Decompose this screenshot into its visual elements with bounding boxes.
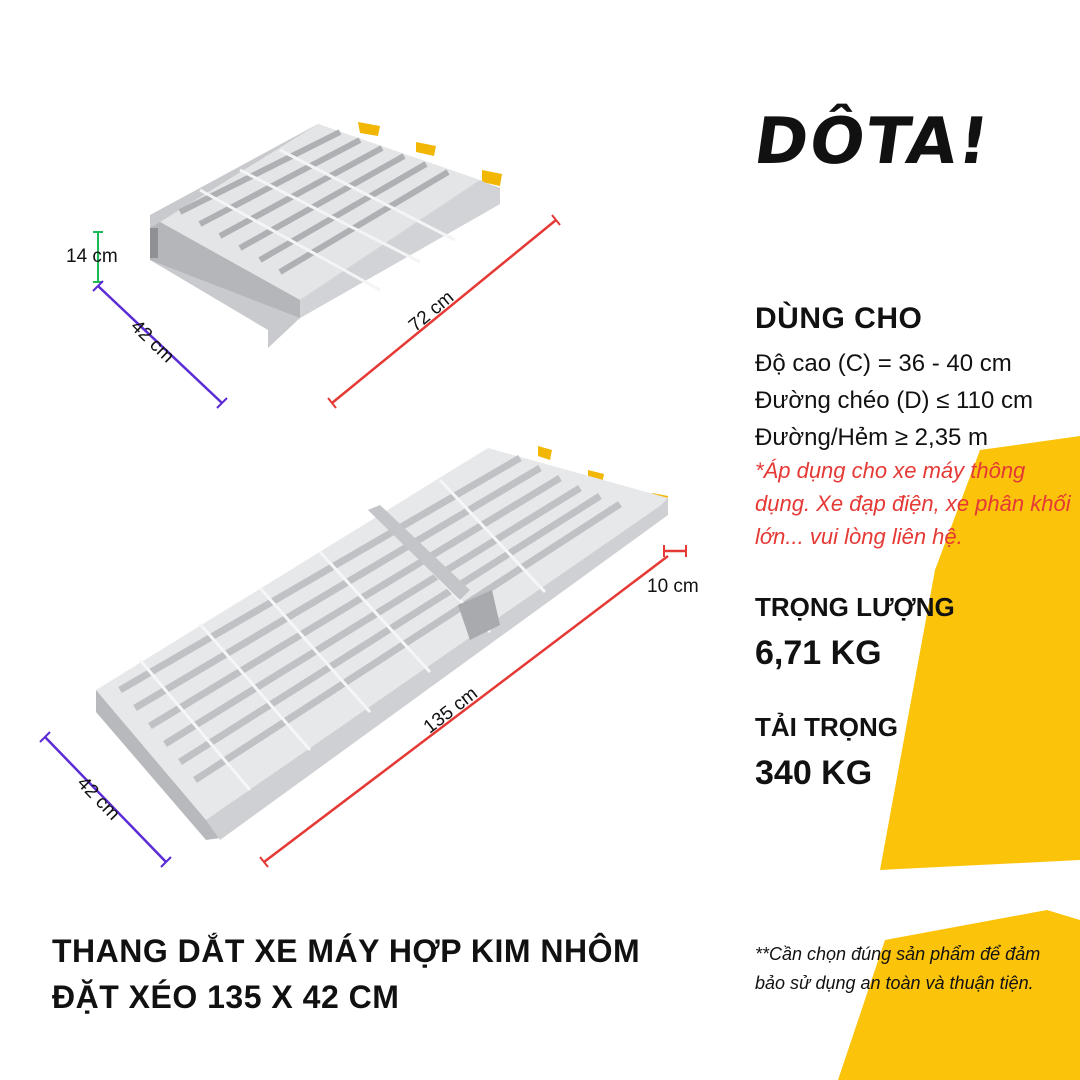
usage-line: Đường chéo (D) ≤ 110 cm — [755, 387, 1033, 414]
brand-logo: DÔTA! — [749, 105, 996, 179]
weight-heading: TRỌNG LƯỢNG — [755, 592, 955, 622]
safety-footnote: **Cần chọn đúng sản phẩm để đảm bảo sử dụng an toàn và thuận tiện. — [755, 944, 1041, 993]
usage-line: Đường/Hẻm ≥ 2,35 m — [755, 424, 989, 451]
usage-note: *Áp dụng cho xe máy thông dụng. Xe đạp điện, xe phân khối lớn... vui lòng liên hệ. — [755, 458, 1071, 549]
folded-width-label: 42 cm — [126, 316, 179, 368]
unfolded-width-label: 42 cm — [72, 772, 124, 825]
height-dimension-label: 14 cm — [66, 246, 118, 267]
load-heading: TẢI TRỌNG — [755, 712, 898, 742]
load-value: 340 KG — [755, 754, 873, 792]
product-title-line2: ĐẶT XÉO 135 X 42 CM — [52, 979, 400, 1015]
usage-heading: DÙNG CHO — [755, 302, 923, 335]
folded-ramp-image — [150, 122, 502, 348]
thickness-dimension-label: 10 cm — [647, 576, 699, 597]
folded-length-label: 72 cm — [404, 286, 459, 337]
unfolded-ramp-image — [96, 446, 668, 840]
product-title-line1: THANG DẮT XE MÁY HỢP KIM NHÔM — [52, 933, 641, 969]
unfolded-length-label: 135 cm — [419, 683, 482, 739]
weight-value: 6,71 KG — [755, 634, 882, 672]
usage-line: Độ cao (C) = 36 - 40 cm — [755, 350, 1012, 377]
product-title — [52, 928, 640, 1020]
